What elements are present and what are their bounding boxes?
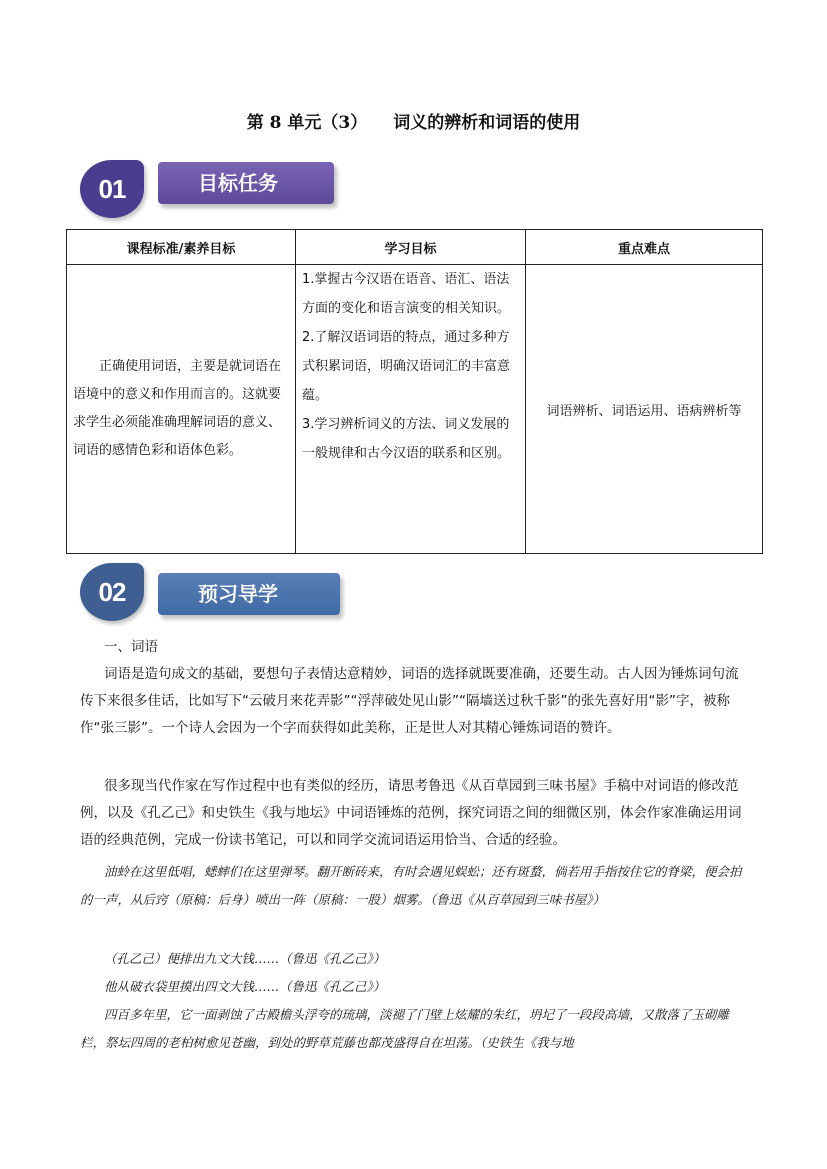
goal-item: 1.掌握古今汉语在语音、语汇、语法方面的变化和语言演变的相关知识。	[302, 272, 511, 316]
quote	[104, 945, 748, 973]
standard-cell: 正确使用词语，主要是就词语在语境中的意义和作用而言的。这就要求学生必须能准确理解词语的意义、词语的感情色彩和语体色彩。	[67, 265, 296, 554]
section-number-badge: 02	[80, 563, 144, 621]
section-header-preview	[80, 563, 350, 623]
paragraph-text: 很多现当代作家在写作过程中也有类似的经历，请思考鲁迅《从百草园到三味书屋》手稿中对词语的修改范例，以及《孔乙己》和史铁生《我与地坛》中词语锤炼的范例，探究词语之间的细微区别，体会作家准确运用词语的经典范例，完成一份读书笔记，可以和同学交流词语运用恰当、合适的经验。	[80, 778, 742, 848]
paragraph-text: 词语是造句成文的基础，要想句子表情达意精妙，词语的选择就既要准确，还要生动。古人因为锤炼词句流传下来很多佳话，比如写下“云破月来花弄影”“浮萍破处见山影”“隔墙送过秋千影”的张先喜好用“影”字，被称作“张三影”。一个诗人会因为一个字而获得如此美称，正是世人对其精心锤炼词语的赞许。	[80, 666, 739, 736]
quote-text: 他从破衣袋里摸出四文大钱……（鲁迅《孔乙己》）	[104, 979, 386, 994]
focus-cell: 词语辨析、词语运用、语病辨析等	[526, 265, 763, 554]
table-header-goals: 学习目标	[296, 230, 526, 265]
content-heading: 一、词语	[104, 639, 158, 655]
table-header-standard: 课程标准/素养目标	[67, 230, 296, 265]
quote	[104, 973, 748, 1001]
title-name: 词义的辨析和词语的使用	[393, 113, 581, 133]
quote-text: （孔乙己）便排出九文大钱……（鲁迅《孔乙己》）	[104, 951, 386, 966]
section-header-goals	[80, 160, 350, 220]
quote-text: 四百多年里，它一面剥蚀了古殿檐头浮夸的琉璃，淡褪了门壁上炫耀的朱红，坍圮了一段段高墙，又散落了玉砌雕栏，祭坛四周的老柏树愈见苍幽，到处的野草荒藤也都茂盛得自在坦荡。（史铁生《我与地	[80, 1007, 730, 1050]
quote	[80, 1001, 748, 1057]
table-header-focus: 重点难点	[526, 230, 763, 265]
quote-text: 油蛉在这里低唱，蟋蟀们在这里弹琴。翻开断砖来，有时会遇见蜈蚣；还有斑蝥，倘若用手指按住它的脊梁，便会拍的一声，从后窍（原稿：后身）喷出一阵（原稿：一股）烟雾。（鲁迅《从百草园到三味书屋》）	[80, 864, 742, 907]
section-number-badge: 01	[80, 160, 144, 218]
section-banner: 预习导学	[158, 573, 340, 615]
title-unit: 第 8 单元（3）	[246, 113, 368, 133]
goal-item: 2.了解汉语词语的特点，通过多种方式积累词语，明确汉语词汇的丰富意蕴。	[302, 330, 511, 403]
goals-cell	[296, 265, 526, 554]
page-title	[0, 108, 827, 133]
paragraph	[80, 661, 750, 742]
goals-table	[66, 229, 763, 554]
paragraph	[80, 773, 750, 854]
goal-item: 3.学习辨析词义的方法、词义发展的一般规律和古今汉语的联系和区别。	[302, 417, 511, 461]
quote	[80, 858, 748, 914]
section-banner: 目标任务	[158, 162, 334, 204]
